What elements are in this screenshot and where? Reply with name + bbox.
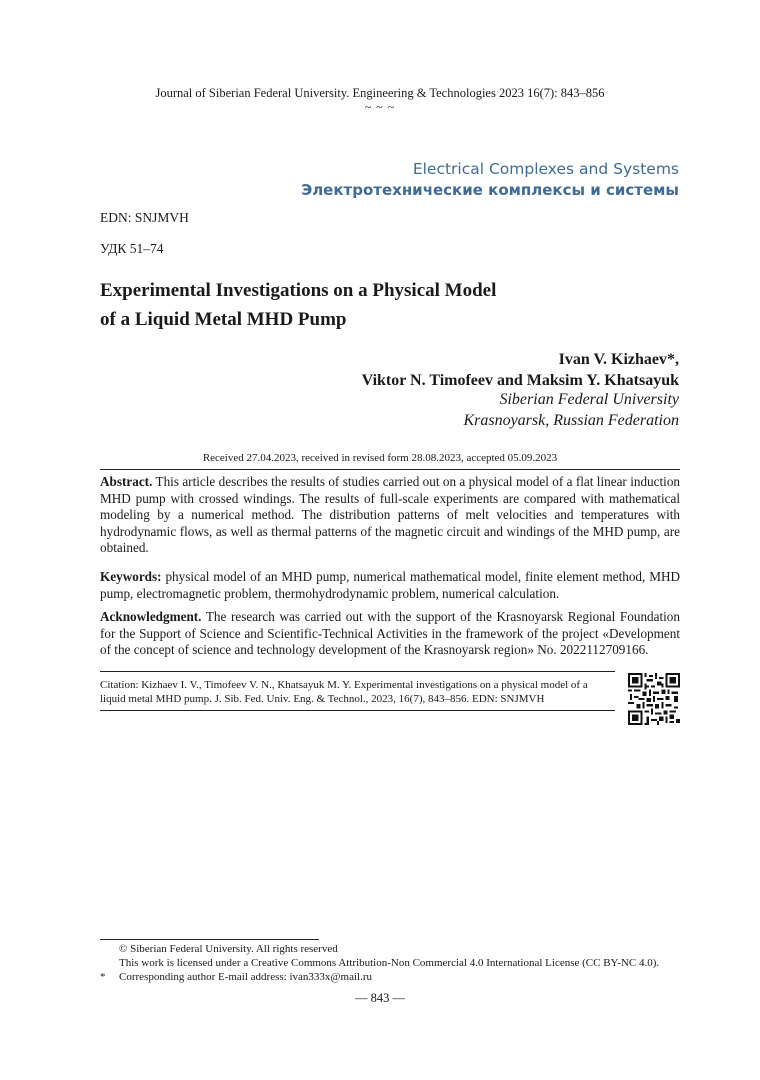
footnote-divider xyxy=(100,939,319,940)
author-list xyxy=(362,349,679,391)
author-line-2: Viktor N. Timofeev and Maksim Y. Khatsayuk xyxy=(361,372,679,389)
journal-header: Journal of Siberian Federal University. Engineering & Technologies 2023 16(7): 843–856 xyxy=(155,86,605,100)
footnote-corresponding: Corresponding author E-mail address: ivan333x@mail.ru xyxy=(119,971,372,983)
abstract-text: This article describes the results of studies carried out on a physical model of a flat linear induction MHD pump with crossed windings. The results of full-scale experiments are compared with mathematical modeling by a numerical method. The distribution patterns of melt velocities and temperatures with hydrodynamic flows, as well as thermal patterns of the magnetic circuit and windings of the MHD pump, are obtained. xyxy=(100,474,681,556)
affiliation xyxy=(463,389,679,431)
affiliation-line-2: Krasnoyarsk, Russian Federation xyxy=(463,412,679,429)
citation: Citation: Kizhaev I. V., Timofeev V. N., Khatsayuk M. Y. Experimental investigations on a physical model of a liquid metal MHD pump. J. Sib. Fed. Univ. Eng. & Technol., 2023, 16(7), 843–856. EDN: SNJMVH xyxy=(100,679,588,705)
acknowledgment-label: Acknowledgment. xyxy=(100,609,202,624)
article-title-line-2: of a Liquid Metal MHD Pump xyxy=(100,309,347,330)
divider-citation-top xyxy=(100,671,615,672)
keywords-text: physical model of an MHD pump, numerical mathematical model, finite element method, MHD pump, electromagnetic problem, thermohydrodynamic problem, numerical calculation. xyxy=(100,569,680,601)
abstract-label: Abstract. xyxy=(100,474,153,489)
udk-code: УДК 51–74 xyxy=(100,241,164,256)
article-title xyxy=(100,276,660,334)
section-title-en: Electrical Complexes and Systems xyxy=(412,160,679,178)
acknowledgment-text: The research was carried out with the support of the Krasnoyarsk Regional Foundation for the Support of Science and Scientific-Technical Activities in the framework of the project «Development of the concept of science and technology development of the Krasnoyarsk region» No. 2022112709166. xyxy=(100,609,680,658)
edn-code: EDN: SNJMVH xyxy=(100,210,189,225)
keywords xyxy=(100,569,680,602)
affiliation-line-1: Siberian Federal University xyxy=(499,391,679,408)
page-number: — 843 — xyxy=(355,991,405,1005)
acknowledgment xyxy=(100,609,680,659)
footnote-star: * xyxy=(100,971,106,983)
footnote-copyright: © Siberian Federal University. All rights reserved xyxy=(119,943,338,955)
author-line-1: Ivan V. Kizhaev*, xyxy=(558,351,679,368)
section-title-ru: Электротехнические комплексы и системы xyxy=(301,181,679,199)
divider-top xyxy=(100,469,680,470)
received-dates: Received 27.04.2023, received in revised form 28.08.2023, accepted 05.09.2023 xyxy=(202,452,558,464)
article-title-line-1: Experimental Investigations on a Physical Model xyxy=(100,280,497,301)
keywords-label: Keywords: xyxy=(100,569,162,584)
divider-citation-bottom xyxy=(100,710,615,711)
header-ornament: ~ ~ ~ xyxy=(364,100,396,114)
abstract xyxy=(100,474,680,557)
qr-code-icon[interactable] xyxy=(628,673,680,725)
footnote-license: This work is licensed under a Creative Commons Attribution-Non Commercial 4.0 International License (CC BY-NC 4.0). xyxy=(119,957,660,969)
